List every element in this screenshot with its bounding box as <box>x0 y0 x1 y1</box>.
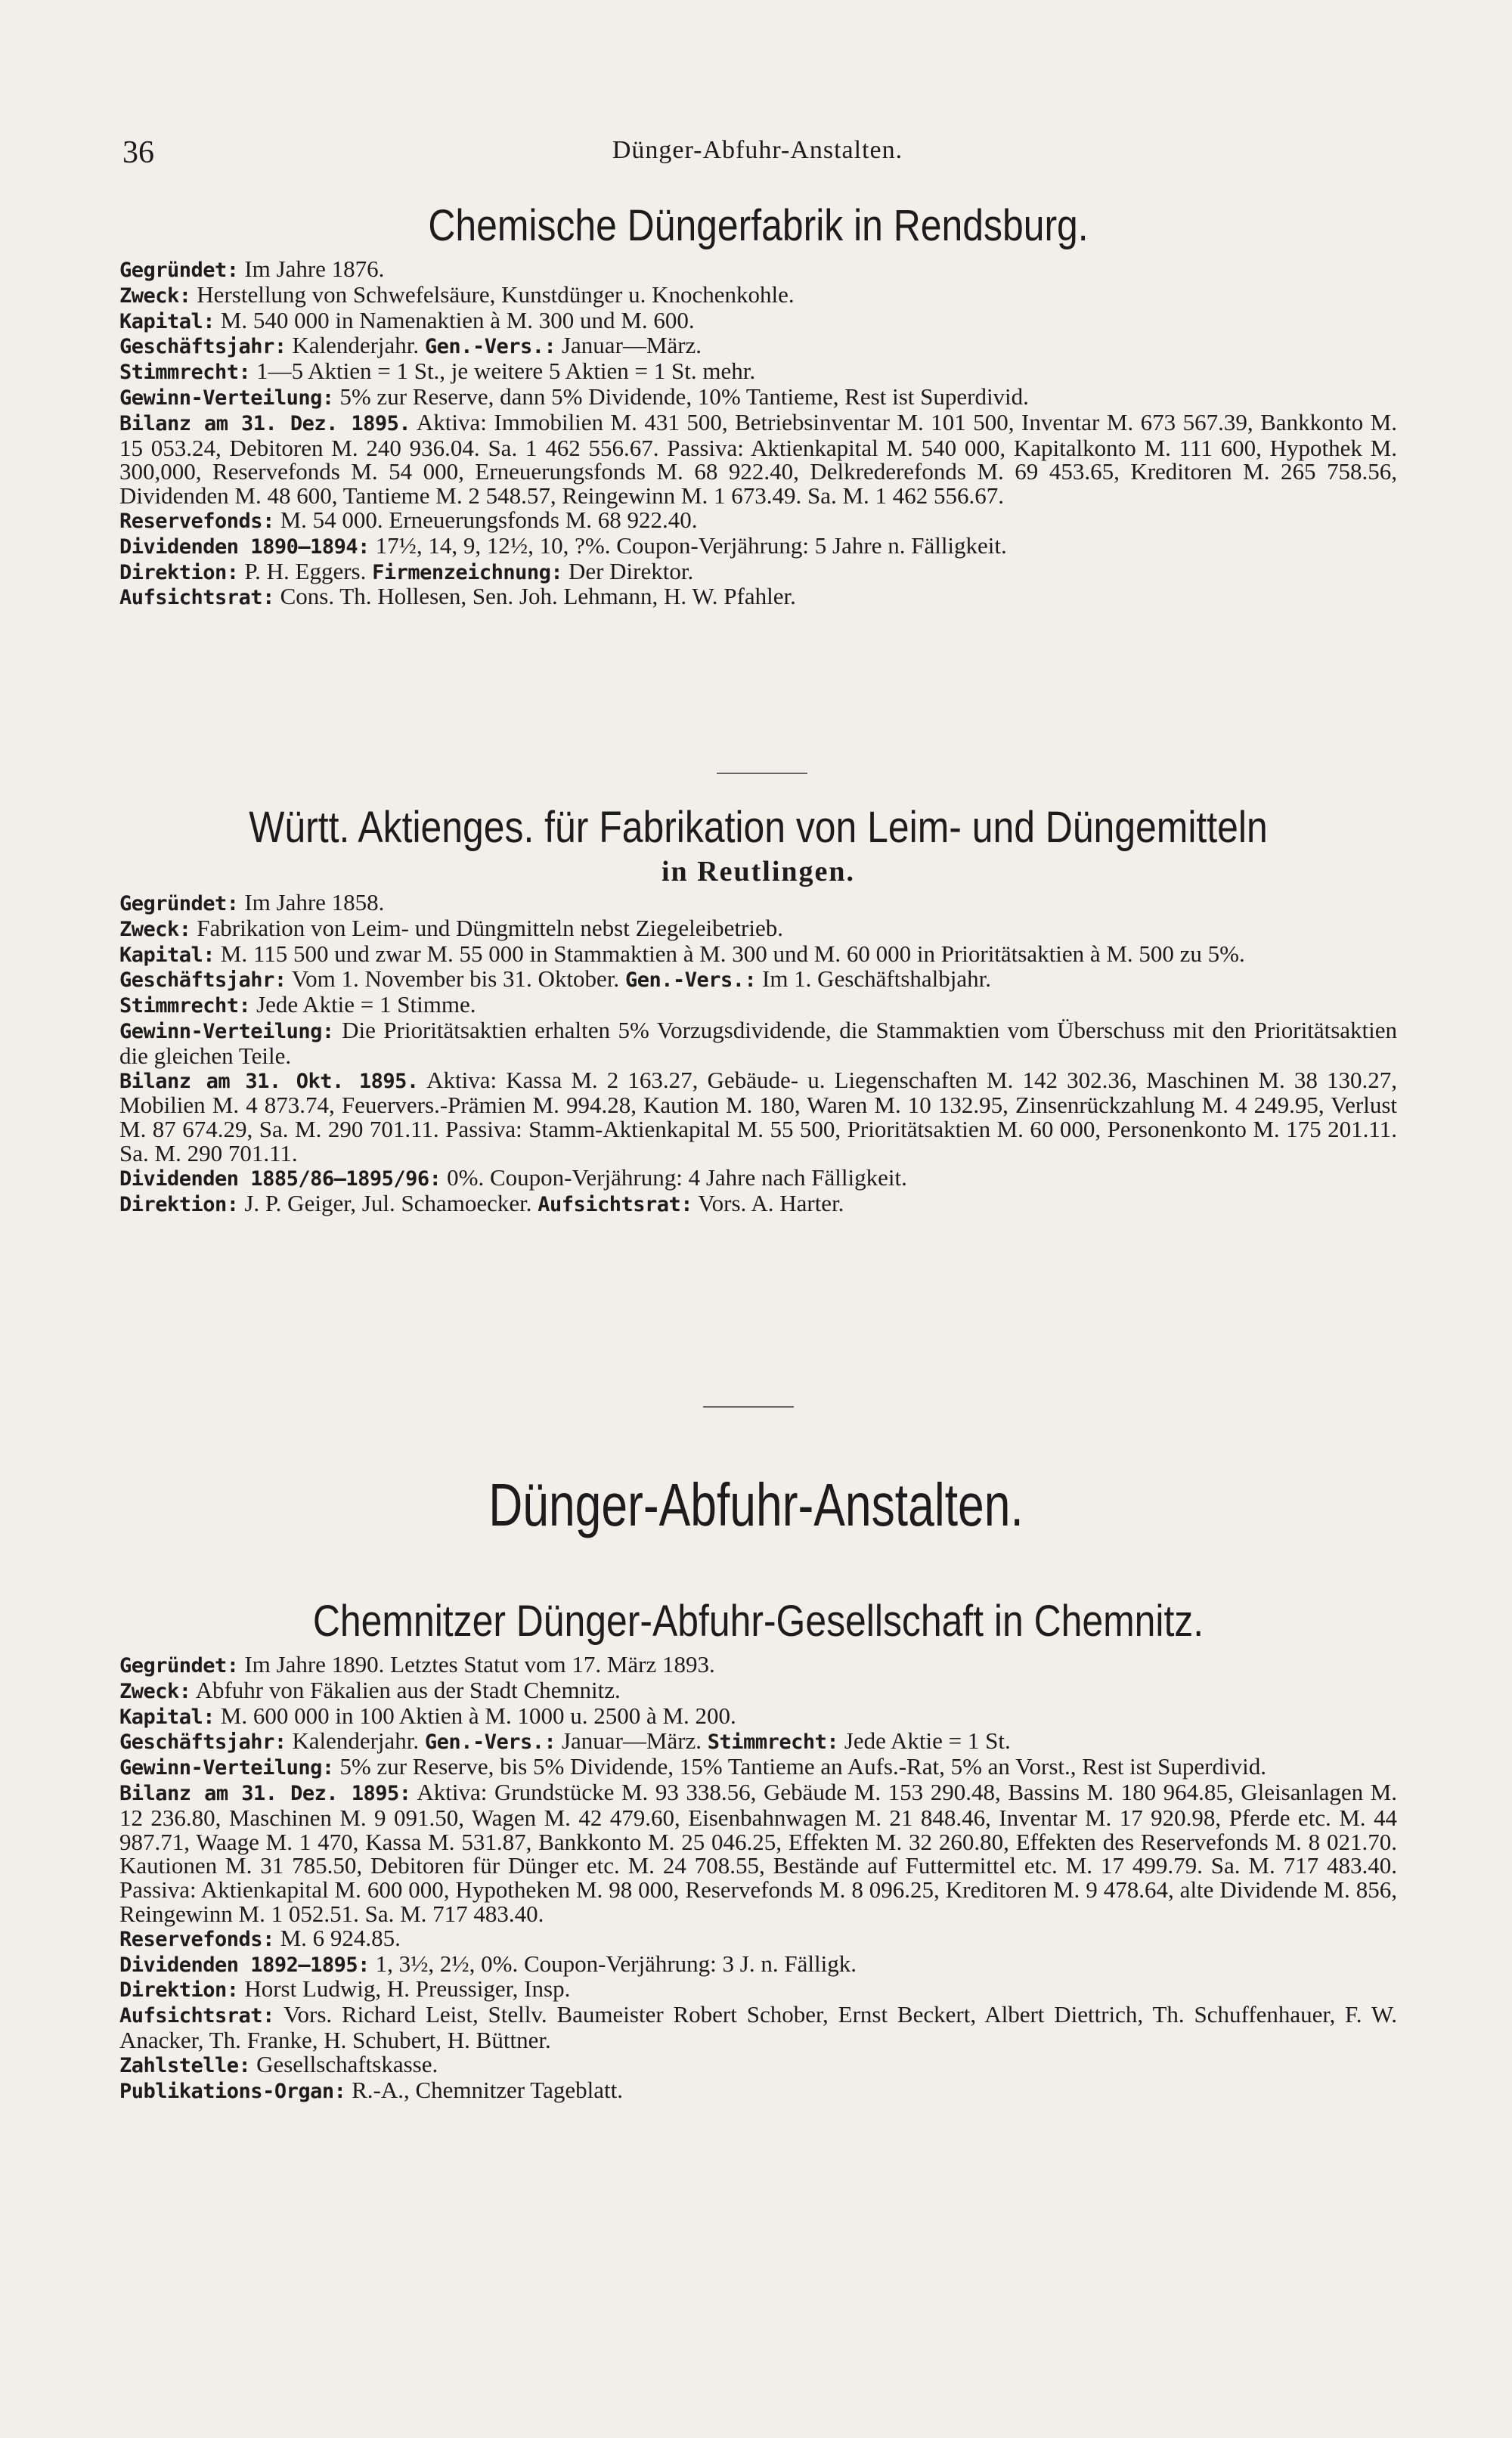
entry-label: Dividenden 1885/86—1895/96: <box>119 1166 442 1191</box>
entry-label: Zweck: <box>119 1679 191 1703</box>
entry-text: Im Jahre 1890. Letztes Statut vom 17. März 1893. <box>244 1651 715 1677</box>
entry-list <box>119 1653 1397 2103</box>
entry-row <box>119 1977 1397 2003</box>
entry-text: Cons. Th. Hollesen, Sen. Joh. Lehmann, H. W. Pfahler. <box>280 583 796 610</box>
entry-row <box>119 1163 1397 1191</box>
entry-label: Stimmrecht: <box>119 994 251 1018</box>
entry-label: Zweck: <box>119 917 191 941</box>
entry-text: Vom 1. November bis 31. Oktober. <box>291 965 620 993</box>
entry-text: P. H. Eggers. <box>244 557 367 584</box>
entry-label: Kapital: <box>119 309 215 333</box>
entry-row <box>119 559 1397 585</box>
company-subtitle: in Reutlingen. <box>661 856 856 888</box>
entry-list <box>119 257 1397 610</box>
entry-text: Gesellschaftskasse. <box>256 2050 438 2077</box>
entry-row <box>119 1068 1397 1166</box>
running-title: Dünger-Abfuhr-Anstalten. <box>612 136 903 164</box>
entry-label: Publikations-Organ: <box>119 2079 346 2103</box>
entry-label: Bilanz am 31. Dez. 1895: <box>119 1781 411 1805</box>
entry-text: Horst Ludwig, H. Preussiger, Insp. <box>244 1975 571 2003</box>
entry-label: Geschäftsjahr: <box>119 335 287 359</box>
entry-row <box>119 257 1397 283</box>
entry-label: Reservefonds: <box>119 509 274 533</box>
entry-label: Direktion: <box>119 560 239 584</box>
entry-text: Kalenderjahr. <box>292 1727 420 1755</box>
entry-text: Januar—März. <box>561 332 702 359</box>
entry-text: Januar—März. <box>561 1727 702 1755</box>
entry-text: Abfuhr von Fäkalien aus der Stadt Chemnitz. <box>195 1676 621 1703</box>
entry-text: Im 1. Geschäftshalbjahr. <box>762 965 992 993</box>
entry-label: Gewinn-Verteilung: <box>119 1019 334 1043</box>
entry-row <box>119 531 1397 559</box>
entry-row <box>119 1018 1397 1068</box>
entry-text: Jede Aktie = 1 St. <box>844 1727 1011 1755</box>
entry-text: Aktiva: Kassa M. 2 163.27, Gebäude- u. Liegenschaften M. 142 302.36, Maschinen M. 38 130.27, Mobilien M. 4 873.74, Feuervers.-Prämien M. 994.28, Kaution M. 180, Waren M. 10 132.95, Zinsenrückzahlung M. 4 249.95, Verlust M. 87 674.29, Sa. M. 290 701.11. Passiva: Stamm-Aktienkapital M. 55 500, Prioritätsaktien M. 60 000, Personenkonto M. 175 201.11. Sa. M. 290 701.11. <box>119 1066 1397 1166</box>
entry-text: 5% zur Reserve, dann 5% Dividende, 10% Tantieme, Rest ist Superdivid. <box>339 383 1029 410</box>
entry-text: Im Jahre 1858. <box>244 889 385 915</box>
company-rendsburg <box>119 198 1397 610</box>
entry-text: Im Jahre 1876. <box>244 256 385 282</box>
entry-text: Die Prioritätsaktien erhalten 5% Vorzugsdividende, die Stammaktien vom Überschuss mit den Prioritätsaktien die gleichen Teile. <box>119 1016 1397 1069</box>
entry-row <box>119 1926 1397 1952</box>
entry-label: Gen.-Vers.: <box>624 968 757 993</box>
entry-label: Gegründet: <box>119 1654 239 1677</box>
entry-row <box>119 1653 1397 1678</box>
entry-label: Firmenzeichnung: <box>372 560 563 584</box>
entry-row <box>119 1191 1397 1217</box>
entry-row <box>119 2052 1397 2078</box>
entry-text: 17½, 14, 9, 12½, 10, ?%. Coupon-Verjährung: 5 Jahre n. Fälligkeit. <box>375 531 1007 559</box>
entry-text: Vors. Richard Leist, Stellv. Baumeister Robert Schober, Ernst Beckert, Albert Diettrich, Th. Schuffenhauer, F. W. Anacker, Th. Franke, H. Schubert, H. Büttner. <box>119 2001 1397 2053</box>
entry-label: Bilanz am 31. Dez. 1895. <box>119 411 411 435</box>
entry-label: Dividenden 1892—1895: <box>119 1953 370 1977</box>
entry-label: Gegründet: <box>119 892 239 915</box>
entry-row <box>119 1704 1397 1730</box>
entry-text: M. 600 000 in 100 Aktien à M. 1000 u. 2500 à M. 200. <box>220 1702 736 1729</box>
entry-row <box>119 2078 1397 2104</box>
entry-row <box>119 385 1397 410</box>
entry-label: Kapital: <box>119 943 215 967</box>
entry-row <box>119 1755 1397 1780</box>
entry-row <box>119 942 1397 968</box>
divider <box>703 1406 794 1408</box>
company-reutlingen <box>119 800 1397 1216</box>
entry-row <box>119 993 1397 1018</box>
entry-list <box>119 891 1397 1216</box>
entry-text: Aktiva: Immobilien M. 431 500, Betriebsinventar M. 101 500, Inventar M. 673 567.39, Bankkonto M. 15 053.24, Debitoren M. 240 936.04. Sa. 1 462 556.67. Passiva: Aktienkapital M. 540 000, Kapitalkonto M. 111 600, Hypothek M. 300,000, Reservefonds M. 54 000, Erneuerungsfonds M. 68 922.40, Delkrederefonds M. 69 453.65, Kreditoren M. 265 758.56, Dividenden M. 48 600, Tantieme M. 2 548.57, Reingewinn M. 1 673.49. Sa. M. 1 462 556.67. <box>119 408 1397 510</box>
entry-text: Vors. A. Harter. <box>698 1189 844 1216</box>
page-header <box>122 135 1393 172</box>
entry-label: Dividenden 1890—1894: <box>119 534 370 559</box>
entry-label: Zweck: <box>119 283 191 308</box>
entry-text: Der Direktor. <box>568 557 694 584</box>
entry-row <box>119 967 1397 993</box>
entry-row <box>119 280 1397 308</box>
entry-label: Gewinn-Verteilung: <box>119 386 334 410</box>
entry-text: Jede Aktie = 1 Stimme. <box>256 991 476 1018</box>
entry-text: 5% zur Reserve, bis 5% Dividende, 15% Tantieme an Aufs.-Rat, 5% an Vorst., Rest ist Superdivid. <box>339 1753 1266 1780</box>
entry-text: Herstellung von Schwefelsäure, Kunstdünger u. Knochenkohle. <box>197 280 795 308</box>
entry-label: Stimmrecht: <box>707 1730 839 1755</box>
entry-label: Gewinn-Verteilung: <box>119 1756 334 1780</box>
company-chemnitz <box>119 1594 1397 2103</box>
entry-text: Fabrikation von Leim- und Düngmitteln nebst Ziegeleibetrieb. <box>197 914 783 941</box>
entry-text: M. 115 500 und zwar M. 55 000 in Stammaktien à M. 300 und M. 60 000 in Prioritätsaktien à M. 500 zu 5%. <box>220 940 1245 967</box>
entry-label: Aufsichtsrat: <box>538 1192 693 1216</box>
entry-text: 1—5 Aktien = 1 St., je weitere 5 Aktien = 1 St. mehr. <box>256 358 756 385</box>
entry-row <box>119 308 1397 334</box>
entry-text: 0%. Coupon-Verjährung: 4 Jahre nach Fälligkeit. <box>447 1163 907 1191</box>
entry-label: Geschäftsjahr: <box>119 968 287 993</box>
entry-label: Bilanz am 31. Okt. 1895. <box>119 1069 419 1093</box>
entry-label: Gegründet: <box>119 259 239 282</box>
entry-row <box>119 916 1397 942</box>
entry-row <box>119 1729 1397 1755</box>
entry-row <box>119 891 1397 916</box>
entry-label: Aufsichtsrat: <box>119 586 274 610</box>
entry-label: Aufsichtsrat: <box>119 2004 274 2028</box>
entry-row <box>119 1678 1397 1704</box>
entry-row <box>119 584 1397 610</box>
page-number: 36 <box>122 135 154 170</box>
company-title: Chemische Düngerfabrik in Rendsburg. <box>428 201 1089 250</box>
entry-label: Geschäftsjahr: <box>119 1730 287 1755</box>
entry-text: R.-A., Chemnitzer Tageblatt. <box>352 2076 623 2103</box>
entry-row <box>119 359 1397 385</box>
entry-text: M. 54 000. Erneuerungsfonds M. 68 922.40. <box>280 506 698 533</box>
entry-text: Kalenderjahr. <box>292 332 420 359</box>
entry-text: Aktiva: Grundstücke M. 93 338.56, Gebäude M. 153 290.48, Bassins M. 180 964.85, Gleisanlagen M. 12 236.80, Maschinen M. 9 091.50, Wagen M. 42 479.60, Eisenbahnwagen M. 21 848.46, Inventar M. 17 920.98, Pferde etc. M. 44 987.71, Waage M. 1 470, Kassa M. 531.87, Bankkonto M. 25 046.25, Effekten M. 32 260.80, Effekten des Reservefonds M. 8 021.70. Kautionen M. 31 785.50, Debitoren für Dünger etc. M. 24 708.55, Bestände auf Futtermittel etc. M. 17 499.79. Sa. M. 717 483.40. Passiva: Aktienkapital M. 600 000, Hypotheken M. 98 000, Reservefonds M. 8 096.25, Kreditoren M. 9 478.64, alte Dividende M. 856, Reingewinn M. 1 052.51. Sa. M. 717 483.40. <box>119 1778 1397 1927</box>
entry-label: Gen.-Vers.: <box>424 1730 556 1755</box>
entry-label: Direktion: <box>119 1978 239 2003</box>
entry-row <box>119 410 1397 508</box>
entry-label: Kapital: <box>119 1705 215 1729</box>
entry-label: Zahlstelle: <box>119 2053 251 2077</box>
entry-row <box>119 1780 1397 1926</box>
entry-label: Direktion: <box>119 1192 239 1216</box>
entry-row <box>119 1952 1397 1978</box>
entry-row <box>119 508 1397 534</box>
entry-label: Reservefonds: <box>119 1927 274 1951</box>
divider <box>717 773 807 774</box>
entry-text: M. 540 000 in Namenaktien à M. 300 und M. 600. <box>220 306 695 333</box>
entry-label: Gen.-Vers.: <box>424 335 556 359</box>
entry-label: Stimmrecht: <box>119 361 251 385</box>
entry-row <box>119 333 1397 359</box>
company-title: Württ. Aktienges. für Fabrikation von Leim- und Düngemitteln <box>249 803 1268 852</box>
entry-text: J. P. Geiger, Jul. Schamoecker. <box>244 1189 532 1216</box>
section-title: Dünger-Abfuhr-Anstalten. <box>488 1471 1024 1538</box>
company-title: Chemnitzer Dünger-Abfuhr-Gesellschaft in Chemnitz. <box>312 1597 1204 1646</box>
entry-text: 1, 3½, 2½, 0%. Coupon-Verjährung: 3 J. n. Fälligk. <box>375 1950 857 1977</box>
entry-row <box>119 2003 1397 2052</box>
entry-text: M. 6 924.85. <box>280 1924 401 1951</box>
